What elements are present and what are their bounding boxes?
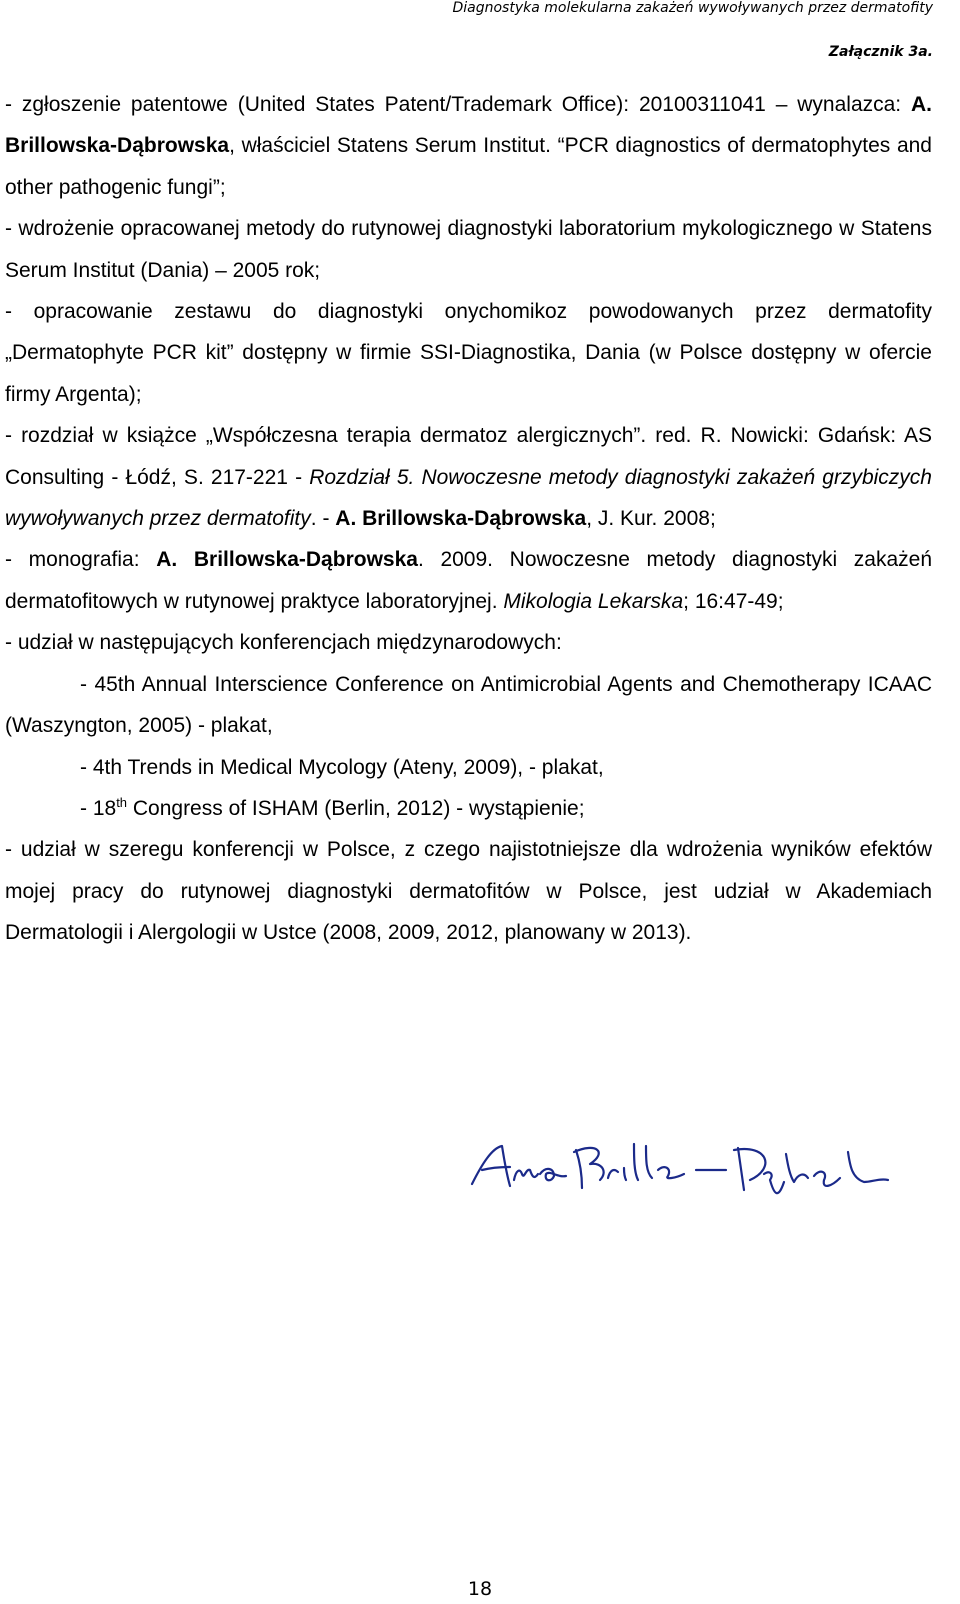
conference-item: - 4th Trends in Medical Mycology (Ateny, 2009), - plakat,: [80, 755, 604, 779]
paragraph-patent: - zgłoszenie patentowe (United States Patent/Trademark Office): 20100311041 – wynalazca: A. Brillowska-Dąbrowska, właściciel Statens Serum Institut. “PCR diagnostics of dermatophytes and other pathogenic fungi”;: [5, 93, 932, 199]
page-number: 18: [467, 1578, 493, 1600]
running-header: Diagnostyka molekularna zakażeń wywoływanych przez dermatofity: [452, 0, 933, 16]
conference-item: - 45th Annual Interscience Conference on Antimicrobial Agents and Chemotherapy ICAAC (Waszyngton, 2005) - plakat,: [5, 672, 932, 738]
paragraph-chapter: - rozdział w książce „Współczesna terapia dermatoz alergicznych”. red. R. Nowicki: Gdańsk: AS Consulting - Łódź, S. 217-221 - Rozdział 5. Nowoczesne metody diagnostyki zakażeń grzybiczych wywoływanych przez dermatofity. - A. Brillowska-Dąbrowska, J. Kur. 2008;: [5, 424, 932, 531]
paragraph-monograph: - monografia: A. Brillowska-Dąbrowska. 2009. Nowoczesne metody diagnostyki zakażeń dermatofitowych w rutynowej praktyce laboratoryjnej. Mikologia Lekarska; 16:47-49;: [5, 548, 932, 613]
handwritten-signature: [468, 1134, 898, 1204]
paragraph-polish-conferences: - udział w szeregu konferencji w Polsce, z czego najistotniejsze dla wdrożenia wyników efektów mojej pracy do rutynowej diagnostyki dermatofitów w Polsce, jest udział w Akademiach Dermatologii i Alergologii w Ustce (2008, 2009, 2012, planowany w 2013).: [5, 838, 932, 945]
paragraph-implementation: - wdrożenie opracowanej metody do rutynowej diagnostyki laboratorium mykologicznego w Statens Serum Institut (Dania) – 2005 rok;: [5, 217, 932, 282]
paragraph-international-conferences: - udział w następujących konferencjach międzynarodowych:: [5, 631, 562, 655]
conference-item: - 18th Congress of ISHAM (Berlin, 2012) - wystąpienie;: [80, 794, 585, 820]
paragraph-kit: - opracowanie zestawu do diagnostyki onychomikoz powodowanych przez dermatofity „Dermatophyte PCR kit” dostępny w firmie SSI-Diagnostika, Dania (w Polsce dostępny w ofercie firmy Argenta);: [5, 300, 932, 406]
document-body: [5, 84, 932, 954]
annex-label: Załącznik 3a.: [828, 44, 933, 60]
